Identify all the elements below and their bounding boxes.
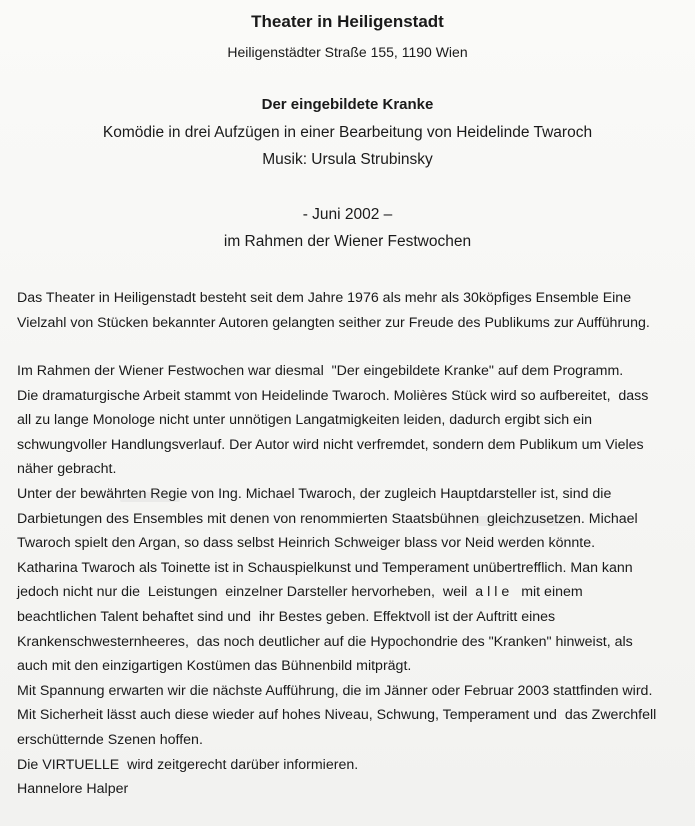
review-line: näher gebracht. (17, 461, 117, 478)
review-line: Mit Sicherheit lässt auch diese wieder auf hohes Niveau, Schwung, Temperament und das Zwerchfell (17, 707, 657, 724)
play-title: Der eingebildete Kranke (261, 96, 434, 113)
review-line: Unter der bewährten Regie von Ing. Michael Twaroch, der zugleich Hauptdarsteller ist, sind die (17, 485, 612, 502)
review-line: all zu lange Monologe nicht unter unnötigen Langatmigkeiten leiden, dadurch ergibt sich ein (17, 412, 592, 429)
review-line: Twaroch spielt den Argan, so dass selbst Heinrich Schweiger blass vor Neid werden könnte. (17, 535, 596, 552)
emphasized-word-alle: alle (475, 584, 514, 601)
review-line: Darbietungen des Ensembles mit denen von renommierten Staatsbühnen gleichzusetzen. Michael (17, 510, 638, 527)
play-subtitle: Komödie in drei Aufzügen in einer Bearbeitung von Heidelinde Twaroch (102, 124, 593, 141)
review-line: beachtlichen Talent behaftet sind und ihr Bestes geben. Effektvoll ist der Auftritt eines (17, 608, 556, 625)
review-paragraph (17, 359, 695, 802)
music-credit: Musik: Ursula Strubinsky (262, 151, 433, 168)
signature-name: Hannelore Halper (17, 781, 129, 798)
intro-paragraph (17, 286, 695, 335)
review-line: Katharina Twaroch als Toinette ist in Schauspielkunst und Temperament unübertrefflich. Man kann (17, 559, 633, 576)
intro-line: Das Theater in Heiligenstadt besteht seit dem Jahre 1976 als mehr als 30köpfiges Ensemble Eine (17, 290, 632, 306)
festival-note: im Rahmen der Wiener Festwochen (223, 233, 472, 250)
theater-title: Theater in Heiligenstadt (251, 12, 444, 31)
review-line: auch mit den einzigartigen Kostümen das Bühnenbild mitprägt. (17, 658, 412, 675)
theater-address: Heiligenstädter Straße 155, 1190 Wien (227, 44, 468, 60)
review-line-start: jedoch nicht nur die Leistungen einzelner Darsteller hervorheben, weil (17, 584, 476, 601)
intro-line: Vielzahl von Stücken bekannter Autoren gelangten seither zur Freude des Publikums zur Aufführung. (17, 314, 650, 331)
review-line: Die VIRTUELLE wird zeitgerecht darüber informieren. (17, 756, 359, 773)
review-line: Mit Spannung erwarten wir die nächste Aufführung, die im Jänner oder Februar 2003 stattfinden wird. (17, 682, 653, 699)
review-line-end: mit einem (513, 584, 583, 601)
performance-date: - Juni 2002 – (302, 206, 393, 223)
review-line: Im Rahmen der Wiener Festwochen war diesmal "Der eingebildete Kranke" auf dem Programm. (17, 363, 624, 379)
review-line-alle (17, 580, 695, 605)
scan-smudge (475, 516, 575, 526)
review-line: Krankenschwesternheeres, das noch deutlicher auf die Hypochondrie des "Kranken" hinweist, als (17, 633, 633, 650)
review-line: erschütternde Szenen hoffen. (17, 731, 203, 748)
review-line: Die dramaturgische Arbeit stammt von Heidelinde Twaroch. Molières Stück wird so aufbereitet, dass (17, 387, 649, 404)
scan-smudge (120, 492, 180, 502)
review-line: schwungvoller Handlungsverlauf. Der Autor wird nicht verfremdet, sondern dem Publikum um Vieles (17, 436, 644, 453)
